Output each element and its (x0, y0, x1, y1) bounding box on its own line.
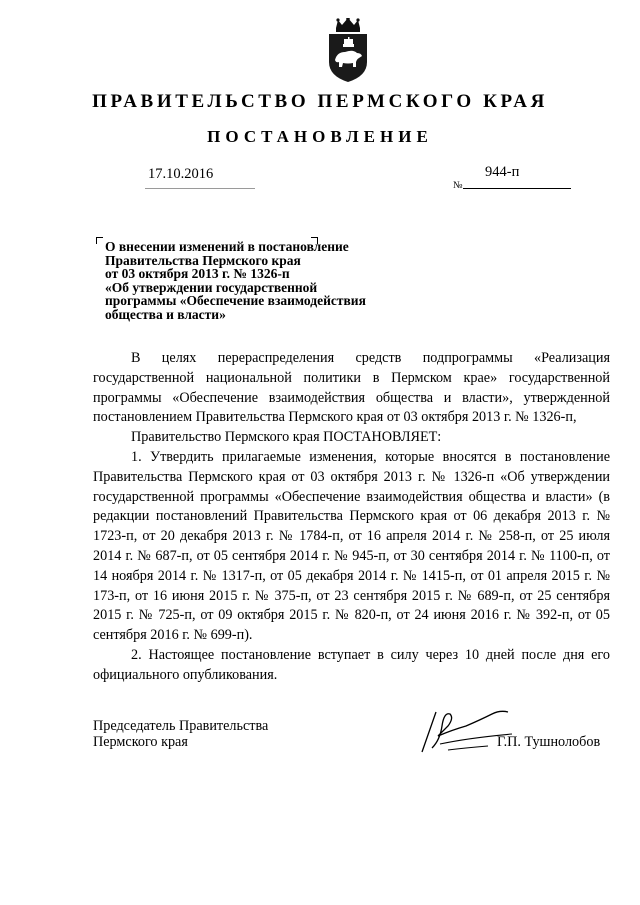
body-paragraph: 2. Настоящее постановление вступает в силу через 10 дней после дня его официального опубликования. (93, 646, 610, 683)
subject-corner-left (96, 237, 103, 244)
body-paragraph: В целях перераспределения средств подпрограммы «Реализация государственной национальной политики в Пермском крае» государственной программы «Обеспечение взаимодействия общества и власти», утвержденной постановлением Правительства Пермского края от 03 октября 2013 г. № 1326-п, (93, 350, 610, 426)
government-title: ПРАВИТЕЛЬСТВО ПЕРМСКОГО КРАЯ (92, 91, 548, 112)
subject-line: «Об утверждении государственной (105, 279, 318, 295)
signer-name: Г.П. Тушнолобов (497, 734, 601, 750)
document-type: ПОСТАНОВЛЕНИЕ (207, 127, 433, 146)
subject-line: Правительства Пермского края (105, 252, 301, 268)
date-underline (145, 188, 255, 189)
document-number: 944-п (485, 164, 520, 180)
document-date: 17.10.2016 (148, 166, 214, 182)
body-paragraph: 1. Утвердить прилагаемые изменения, которые вносятся в постановление Правительства Пермского края от 03 октября 2013 г. № 1326-п «Об утверждении государственной программы «Обеспечение взаимодействия общества и власти» (в редакции постановлений Правительства Пермского края от 06 декабря 2013 г. № 1723-п, от 20 декабря 2013 г. № 1784-п, от 16 апреля 2014 г. № 258-п, от 25 июля 2014 г. № 687-п, от 05 сентября 2014 г. № 945-п, от 30 сентября 2014 г. № 1100-п, от 14 ноября 2014 г. № 1317-п, от 05 декабря 2014 г. № 1415-п, от 01 апреля 2015 г. № 173-п, от 16 июня 2015 г. № 375-п, от 23 сентября 2015 г. № 689-п, от 25 сентября 2015 г. № 725-п, от 09 октября 2015 г. № 820-п, от 24 июня 2016 г. № 392-п, от 05 сентября 2016 г. № 699-п). (93, 448, 610, 644)
document-body (93, 349, 610, 686)
subject-line: общества и власти» (105, 306, 226, 322)
signer-title (93, 718, 268, 750)
number-sign: № (453, 180, 463, 191)
document-subject (105, 240, 405, 321)
signer-title-line: Пермского края (93, 734, 188, 750)
subject-line: О внесении изменений в постановление (105, 239, 349, 254)
subject-line: от 03 октября 2013 г. № 1326-п (105, 266, 290, 281)
number-underline (463, 188, 571, 189)
subject-line: программы «Обеспечение взаимодействия (105, 293, 366, 308)
coat-of-arms-emblem (323, 18, 373, 84)
body-paragraph: Правительство Пермского края ПОСТАНОВЛЯЕТ: (131, 429, 442, 446)
signer-title-line: Председатель Правительства (93, 718, 269, 734)
